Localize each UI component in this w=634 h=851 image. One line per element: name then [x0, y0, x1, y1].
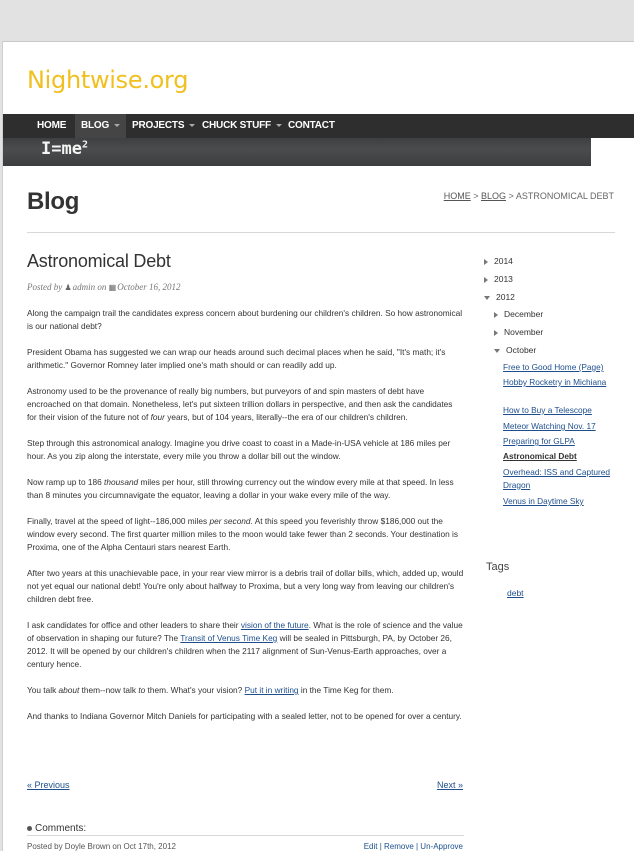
nav-projects-label: PROJECTS [132, 120, 185, 131]
archive-year-2013[interactable]: 2013 [484, 274, 513, 284]
chevron-down-icon [276, 124, 282, 127]
archive-post-link[interactable]: Meteor Watching Nov. 17 [503, 421, 596, 431]
archive-month-october[interactable]: October [494, 345, 536, 355]
archive-year-2012[interactable]: 2012 [484, 292, 515, 302]
vision-of-future-link[interactable]: vision of the future [240, 620, 309, 630]
archive-post-current[interactable]: Astronomical Debt [503, 451, 577, 461]
breadcrumb: HOME > BLOG > ASTRONOMICAL DEBT [443, 191, 614, 201]
paragraph: Astronomy used to be the provenance of really big numbers, but purveyors of and spin masters of debt have encroached on that domain. Nonetheless, let's put sixteen trillion dollars in perspective, and then ask the candidates for their vision of the future not of four years, but of 104 years, literally--the era of our children's children. [27, 386, 453, 422]
paragraph: And thanks to Indiana Governor Mitch Daniels for participating with a sealed letter, not to be opened for over a century. [27, 711, 462, 721]
paragraph: Finally, travel at the speed of light--186,000 miles per second. At this speed you feverishly throw $186,000 out the window every second. The first quarter million miles to the moon would take fewer than 2 seconds. Your destination is Proxima, one of the Alpha Centauri stars nearest Earth. [27, 516, 459, 552]
nav-projects[interactable] [132, 114, 195, 138]
nav-home[interactable] [37, 114, 66, 138]
page-heading: Blog [27, 188, 80, 215]
archive-month-november[interactable]: November [494, 327, 543, 337]
post-content [27, 307, 464, 736]
previous-post-link[interactable]: « Previous [27, 780, 70, 790]
next-post-link[interactable]: Next » [436, 780, 463, 790]
post-date: October 16, 2012 [117, 282, 181, 292]
caret-right-icon [494, 330, 498, 336]
nav-chuck-stuff-label: CHUCK STUFF [202, 120, 271, 131]
calendar-icon: ▦ [108, 283, 117, 292]
site-title[interactable]: Nightwise.org [27, 66, 189, 94]
caret-down-icon [484, 296, 490, 300]
chevron-down-icon [114, 124, 120, 127]
comments-heading: Comments: [27, 823, 86, 834]
tag-link[interactable]: debt [507, 588, 524, 598]
paragraph: After two years at this unachievable pace, in your rear view mirror is a debris trail of dollar bills, which, added up, would not yet equal our national debt! You're only about halfway to Proxima, but a very long way from leaving our children's children debt free. [27, 568, 464, 604]
paragraph: President Obama has suggested we can wrap our heads around such decimal places when he said, "It's math; it's arithmetic." Governor Romney later implied one's math should or can readily add up. [27, 347, 446, 370]
post-title: Astronomical Debt [27, 251, 171, 271]
banner-formula: $I=me^2$ [41, 139, 88, 159]
nav-contact-label: CONTACT [288, 120, 335, 131]
breadcrumb-blog[interactable]: BLOG [481, 191, 507, 201]
archive-post-link[interactable]: How to Buy a Telescope [503, 405, 592, 415]
caret-right-icon [494, 312, 498, 318]
tags-heading: Tags [486, 561, 510, 573]
nav-chuck-stuff[interactable] [202, 114, 282, 138]
nav-home-label: HOME [37, 120, 67, 131]
time-keg-link[interactable]: Transit of Venus Time Keg [180, 633, 278, 643]
paragraph: I ask candidates for office and other leaders to share their vision of the future. What is the role of science and the value of observation in shaping our future? The Transit of Venus Time Keg will be sealed in Pittsburgh, PA, by October 26, 2012. It will be opened by our children's children when the 2117 alignment of Sun-Venus-Earth approaches, over a century hence. [27, 620, 463, 669]
post-meta: Posted by ♟admin on ▦October 16, 2012 [27, 282, 181, 292]
chevron-down-icon [189, 124, 195, 127]
archive-post-link[interactable]: Preparing for GLPA [503, 436, 575, 446]
nav-blog-label: BLOG [81, 120, 110, 131]
nav-contact[interactable] [288, 114, 335, 138]
archive-post-link[interactable]: Overhead: ISS and Captured Dragon [503, 467, 611, 490]
divider [27, 835, 464, 836]
breadcrumb-current: ASTRONOMICAL DEBT [515, 191, 614, 201]
nav-blog[interactable] [75, 114, 126, 138]
paragraph: You talk about them--now talk to them. What's your vision? Put it in writing in the Time Keg for them. [27, 685, 394, 695]
breadcrumb-home[interactable]: HOME [443, 191, 471, 201]
caret-right-icon [484, 277, 488, 283]
paragraph: Along the campaign trail the candidates express concern about burdening our children's children. So how astronomical is our national debt? [27, 308, 463, 331]
header-banner [3, 138, 591, 166]
bullet-icon [27, 826, 32, 831]
main-navbar [3, 114, 634, 138]
paragraph: Step through this astronomical analogy. Imagine you drive coast to coast in a Made-in-USA vehicle at 186 miles per hour. As you zip along the interstate, every mile you throw a dollar bill out the window. [27, 438, 451, 461]
divider [27, 232, 615, 233]
page-container [2, 41, 634, 851]
archive-post-link[interactable]: Free to Good Home (Page) [503, 362, 604, 372]
archive-month-december[interactable]: December [494, 309, 543, 319]
archive-post-link[interactable]: Venus in Daytime Sky [503, 496, 584, 506]
paragraph: Now ramp up to 186 thousand miles per hour, still throwing currency out the window every mile at that speed. In less than 8 minutes you circumnavigate the equator, leaving a dollar in your wake every mile of the way. [27, 477, 454, 500]
put-it-in-writing-link[interactable]: Put it in writing [244, 685, 299, 695]
comment-actions[interactable]: Edit | Remove | Un-Approve [363, 842, 463, 851]
comment-byline: Posted by Doyle Brown on Oct 17th, 2012 [27, 842, 176, 851]
user-icon: ♟ [64, 283, 72, 292]
caret-down-icon [494, 349, 500, 353]
archive-post-link[interactable]: Hobby Rocketry in Michiana [503, 377, 607, 387]
archive-year-2014[interactable]: 2014 [484, 256, 513, 266]
post-author[interactable]: admin [72, 282, 96, 292]
caret-right-icon [484, 259, 488, 265]
